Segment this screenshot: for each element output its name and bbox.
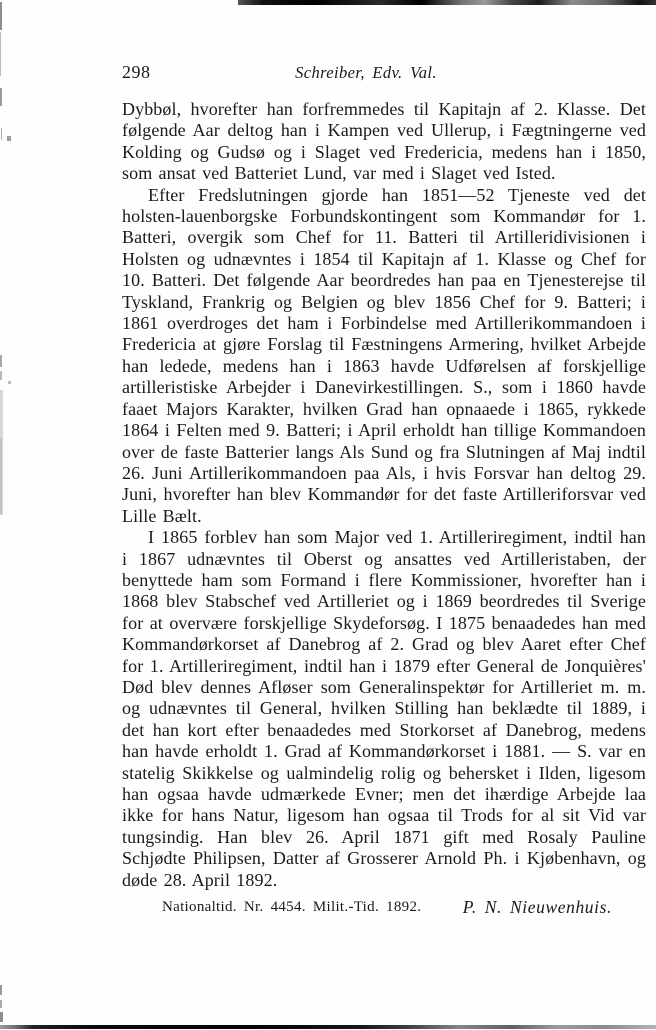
scan-artifact-left-mark bbox=[0, 1012, 3, 1022]
scan-artifact-speck bbox=[7, 136, 11, 141]
body-text bbox=[122, 99, 646, 891]
page-number: 298 bbox=[122, 62, 151, 82]
running-title: Schreiber, Edv. Val. bbox=[295, 63, 437, 82]
scan-artifact-left-mark bbox=[1, 128, 2, 140]
scan-artifact-left-mark bbox=[0, 371, 2, 380]
scan-artifact-left-mark bbox=[0, 2, 2, 30]
page-footer bbox=[122, 895, 646, 919]
source-citations: Nationaltid. Nr. 4454. Milit.-Tid. 1892. bbox=[162, 899, 422, 916]
scan-artifact-left-mark bbox=[0, 88, 2, 106]
paragraph: Dybbøl, hvorefter han forfremmedes til Kapitajn af 2. Klasse. Det følgende Aar deltog han i Kampen ved Ullerup, i Fægtningerne ved Kolding og Gudsø og i Slaget ved Fredericia, medens han i 1850, som ansat ved Batteriet Lund, var med i Slaget ved Isted. bbox=[122, 99, 646, 184]
scan-artifact-left-mark bbox=[0, 985, 2, 995]
scan-artifact-left-mark bbox=[0, 1000, 2, 1008]
scan-artifact-left-mark bbox=[0, 355, 2, 367]
scan-artifact-speck bbox=[8, 381, 11, 384]
paragraph: I 1865 forblev han som Major ved 1. Artilleriregiment, indtil han i 1867 udnævntes til Oberst og ansattes ved Artilleristaben, der benyttede ham som Formand i flere Kommissioner, hvorefter han i 1868 blev Stabschef ved Artilleriet og i 1869 beordredes til Sverige for at overvære forskjellige Skydeforsøg. I 1875 benaadedes han med Kommandørkorset af Danebrog af 2. Grad og blev Aaret efter Chef for 1. Artilleriregiment, indtil han i 1879 efter General de Jonquières' Død blev dennes Afløser som Generalinspektør for Artilleriet m. m. og udnævntes til General, hvilken Stilling han beklædte til 1889, i det han kort efter benaadedes med Storkorset af Danebrog, medens han havde erholdt 1. Grad af Kommandørkorset i 1881. — S. var en statelig Skikkelse og ualmindelig rolig og behersket i Ilden, ligesom han ogsaa havde udmærkede Evner; men det ihærdige Arbejde laa ikke for hans Natur, ligesom han ogsaa til Trods for al sit Vid var tungsindig. Han blev 26. April 1871 gift med Rosaly Pauline Schjødte Philipsen, Datter af Grosserer Arnold Ph. i Kjøbenhavn, og døde 28. April 1892. bbox=[122, 527, 646, 890]
scan-artifact-left-mark bbox=[0, 32, 1, 76]
article-author-signature: P. N. Nieuwenhuis. bbox=[462, 897, 612, 918]
paragraph: Efter Fredslutningen gjorde han 1851—52 Tjeneste ved det holsten-lauenborgske Forbundskontingent som Kommandør for 1. Batteri, overgik som Chef for 11. Batteri til Artilleridivisionen i Holsten og udnævntes i 1854 til Kapitajn af 1. Klasse og Chef for 10. Batteri. Det følgende Aar beordredes han paa en Tjenesterejse til Tyskland, Frankrig og Belgien og blev 1856 Chef for 9. Batteri; i 1861 overdroges det ham i Forbindelse med Artillerikommandoen i Fredericia at gjøre Forslag til Fæstningens Armering, hvilket Arbejde han ledede, medens han i 1863 havde Udførelsen af forskjellige artilleristiske Arbejder i Danevirkestillingen. S., som i 1860 havde faaet Majors Karakter, hvilken Grad han opnaaede i 1865, rykkede 1864 i Felten med 9. Batteri; i April erholdt han tillige Kommandoen over de faste Batterier langs Als Sund og fra Slutningen af Maj indtil 26. Juni Artillerikommandoen paa Als, i hvis Forsvar han deltog 29. Juni, hvorefter han blev Kommandør for det faste Artilleriforsvar ved Lille Bælt. bbox=[122, 184, 646, 526]
scan-artifact-bottom-edge bbox=[0, 1025, 656, 1029]
scan-artifact-left-strip bbox=[0, 438, 2, 514]
scan-artifact-top-edge bbox=[238, 0, 656, 5]
page-header bbox=[122, 62, 646, 84]
